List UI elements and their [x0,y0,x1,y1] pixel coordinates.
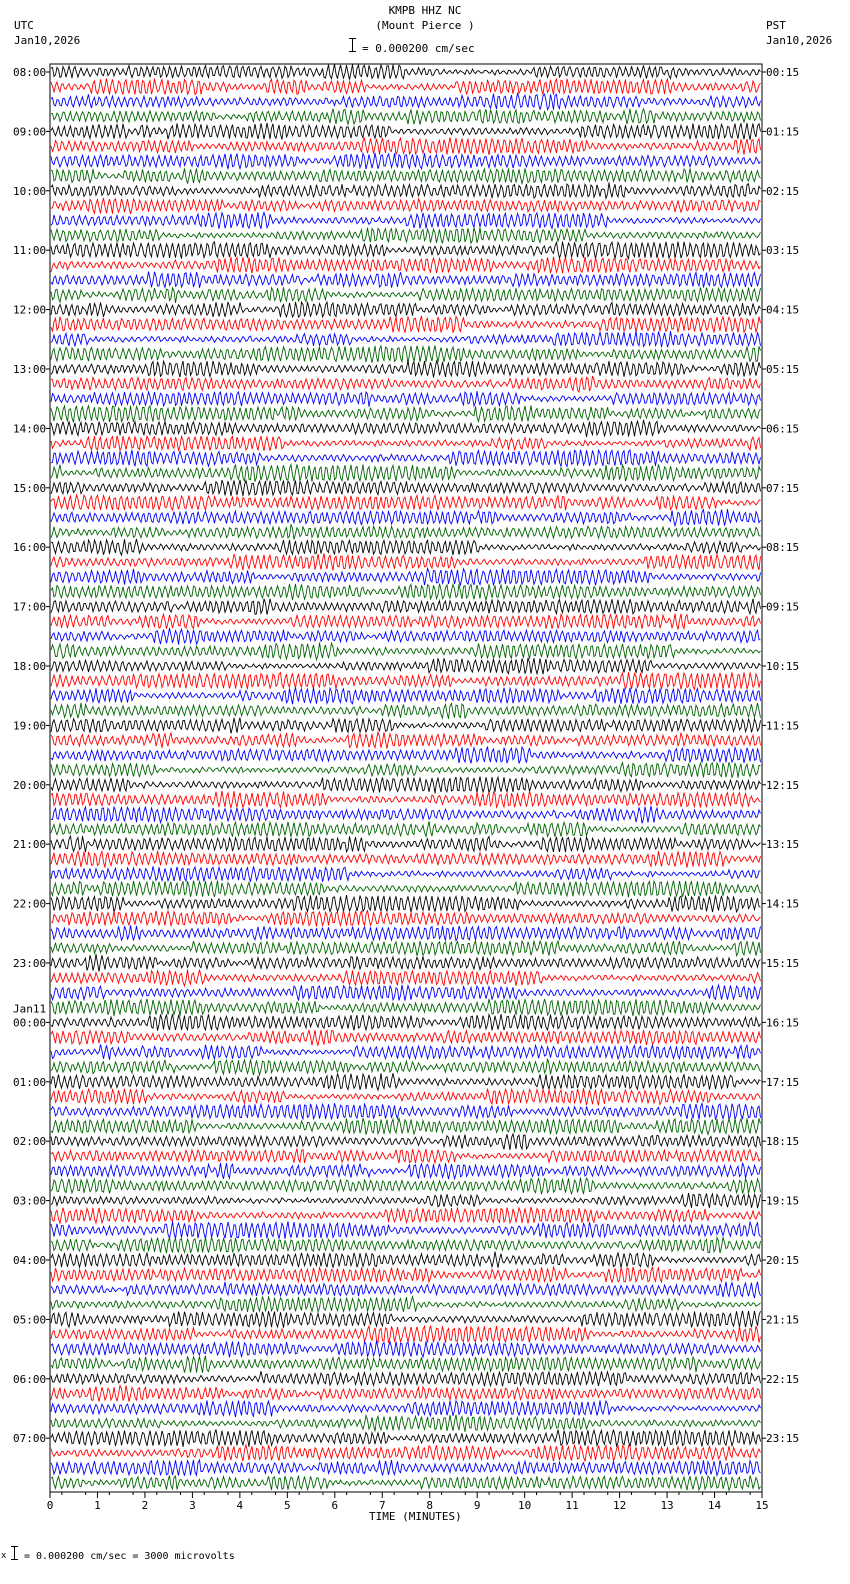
x-tick-label: 11 [565,1499,579,1512]
left-hour-label: 00:00 [13,1016,47,1030]
trace-13 [51,257,761,273]
x-tick-label: 12 [612,1499,627,1512]
trace-17 [51,316,761,333]
trace-81 [51,1267,761,1282]
footer-scale-note: = 0.000200 cm/sec = 3000 microvolts [24,1551,235,1562]
left-hour-label: 16:00 [13,541,47,555]
left-hour-label: 13:00 [13,363,47,376]
right-hour-label: 14:15 [766,897,800,911]
right-hour-label: 03:15 [766,244,800,258]
trace-49 [51,791,761,808]
trace-20 [51,361,761,378]
trace-37 [51,614,761,630]
trace-56 [51,895,761,912]
left-hour-label: 09:00 [13,125,47,139]
trace-36 [51,599,761,615]
trace-26 [51,450,761,467]
x-tick-label: 13 [660,1499,674,1512]
trace-92 [51,1429,761,1447]
left-hour-label: 12:00 [13,303,47,317]
right-hour-label: 09:15 [766,600,800,614]
x-tick-label: 6 [331,1499,339,1512]
trace-41 [51,672,761,689]
trace-65 [51,1030,761,1046]
left-hour-label: 19:00 [13,719,47,733]
trace-69 [51,1088,761,1105]
trace-27 [51,464,761,481]
trace-15 [51,287,761,303]
trace-59 [51,941,761,956]
trace-25 [51,436,761,451]
trace-70 [51,1103,761,1119]
left-hour-label: 03:00 [13,1194,47,1208]
trace-68 [51,1073,761,1090]
trace-22 [51,391,761,407]
trace-80 [51,1252,761,1268]
right-hour-label: 00:15 [766,66,800,79]
trace-90 [51,1401,761,1418]
trace-44 [51,718,761,734]
left-hour-label: 08:00 [13,66,47,79]
trace-77 [51,1207,761,1223]
right-hour-label: 11:15 [766,719,800,733]
trace-2 [51,93,761,109]
x-tick-label: 9 [473,1499,481,1512]
right-hour-label: 21:15 [766,1313,800,1327]
right-hour-label: 16:15 [766,1016,800,1030]
right-hour-label: 20:15 [766,1254,800,1267]
trace-74 [51,1163,761,1179]
trace-28 [51,480,761,496]
left-timezone: UTC [14,19,34,32]
trace-34 [51,568,761,585]
trace-51 [51,821,761,837]
x-tick-label: 10 [518,1499,532,1512]
trace-11 [51,228,761,244]
left-hour-label: 04:00 [13,1254,47,1267]
right-hour-label: 22:15 [766,1372,800,1386]
right-hour-label: 08:15 [766,541,800,555]
left-hour-label: 15:00 [13,481,47,495]
trace-88 [51,1371,761,1386]
trace-84 [51,1311,761,1328]
right-hour-label: 01:15 [766,125,800,139]
trace-31 [51,524,761,539]
footer-scale-bar-icon [14,1546,15,1560]
trace-53 [51,851,761,868]
right-hour-label: 13:15 [766,838,800,852]
trace-75 [51,1177,761,1194]
trace-5 [51,138,761,155]
right-hour-label: 05:15 [766,363,800,376]
scale-label: = 0.000200 cm/sec [362,42,475,55]
trace-54 [51,866,761,882]
right-hour-label: 04:15 [766,303,800,317]
x-tick-label: 5 [284,1499,291,1512]
trace-47 [51,762,761,778]
x-tick-label: 14 [707,1499,722,1512]
right-date: Jan10,2026 [766,34,833,47]
trace-52 [51,836,761,853]
right-hour-label: 07:15 [766,481,800,495]
left-hour-label: 05:00 [13,1313,47,1327]
trace-8 [51,183,761,199]
left-hour-label: 11:00 [13,244,47,258]
trace-79 [51,1237,761,1253]
trace-94 [51,1460,761,1476]
left-hour-label: 14:00 [13,422,47,436]
trace-95 [51,1475,761,1490]
trace-93 [51,1445,761,1461]
trace-3 [51,109,761,125]
trace-7 [51,168,761,183]
right-hour-label: 10:15 [766,660,800,673]
right-hour-label: 18:15 [766,1135,800,1149]
right-timezone: PST [766,19,786,32]
left-hour-label: 01:00 [13,1075,47,1089]
left-hour-label: 22:00 [13,897,47,911]
trace-83 [51,1297,761,1312]
x-tick-label: 8 [426,1499,434,1512]
trace-18 [51,331,761,347]
trace-62 [51,985,761,1001]
trace-23 [51,406,761,423]
trace-10 [51,212,761,229]
left-hour-label: 20:00 [13,778,47,792]
trace-16 [51,302,761,317]
x-axis-label: TIME (MINUTES) [369,1510,462,1523]
trace-21 [51,376,761,392]
station-location: (Mount Pierce ) [375,19,475,32]
trace-87 [51,1356,761,1373]
trace-71 [51,1118,761,1135]
left-hour-label: 02:00 [13,1135,47,1149]
left-hour-label: 18:00 [13,660,47,673]
right-hour-label: 06:15 [766,422,800,436]
right-hour-label: 23:15 [766,1432,800,1446]
trace-89 [51,1386,761,1402]
station-title: KMPB HHZ NC [388,4,462,17]
trace-39 [51,643,761,660]
trace-57 [51,910,761,927]
trace-82 [51,1282,761,1298]
right-hour-label: 17:15 [766,1075,800,1089]
trace-42 [51,688,761,705]
trace-64 [51,1014,761,1031]
right-hour-label: 12:15 [766,778,800,792]
trace-24 [51,420,761,437]
trace-38 [51,628,761,645]
trace-9 [51,198,761,214]
trace-60 [51,954,761,971]
left-hour-label: 07:00 [13,1432,47,1446]
trace-61 [51,970,761,986]
trace-35 [51,584,761,600]
x-marker: x [1,1551,7,1561]
left-hour-label: 10:00 [13,184,47,198]
trace-67 [51,1059,761,1075]
x-tick-label: 3 [189,1499,196,1512]
trace-0 [51,64,761,80]
x-tick-label: 2 [141,1499,149,1512]
trace-12 [51,242,761,259]
trace-14 [51,272,761,288]
trace-6 [51,153,761,169]
x-tick-label: 15 [755,1499,769,1512]
trace-86 [51,1341,761,1358]
trace-73 [51,1149,761,1163]
trace-76 [51,1193,761,1208]
trace-29 [51,495,761,510]
x-tick-label: 4 [236,1499,244,1512]
trace-4 [51,123,761,140]
trace-78 [51,1221,761,1239]
trace-1 [51,79,761,95]
trace-33 [51,554,761,571]
trace-48 [51,777,761,794]
left-hour-label: 21:00 [13,838,47,852]
trace-19 [51,346,761,363]
x-tick-label: 1 [94,1499,101,1512]
right-hour-label: 19:15 [766,1194,800,1208]
trace-45 [51,732,761,748]
right-hour-label: 02:15 [766,184,800,198]
trace-55 [51,881,761,898]
trace-66 [51,1044,761,1059]
x-tick-label: 0 [46,1499,54,1512]
trace-72 [51,1134,761,1150]
trace-91 [51,1415,761,1432]
trace-63 [51,999,761,1017]
right-hour-label: 15:15 [766,957,800,970]
trace-43 [51,703,761,719]
trace-58 [51,925,761,940]
trace-46 [51,747,761,764]
trace-30 [51,509,761,525]
left-hour-label: 06:00 [13,1372,47,1386]
left-hour-label: 23:00 [13,957,47,970]
trace-32 [51,539,761,555]
day-change-label: Jan11 [13,1002,47,1016]
trace-85 [51,1326,761,1343]
trace-50 [51,806,761,823]
x-tick-label: 7 [378,1499,386,1512]
left-hour-label: 17:00 [13,600,47,614]
trace-40 [51,658,761,674]
left-date: Jan10,2026 [14,34,81,47]
